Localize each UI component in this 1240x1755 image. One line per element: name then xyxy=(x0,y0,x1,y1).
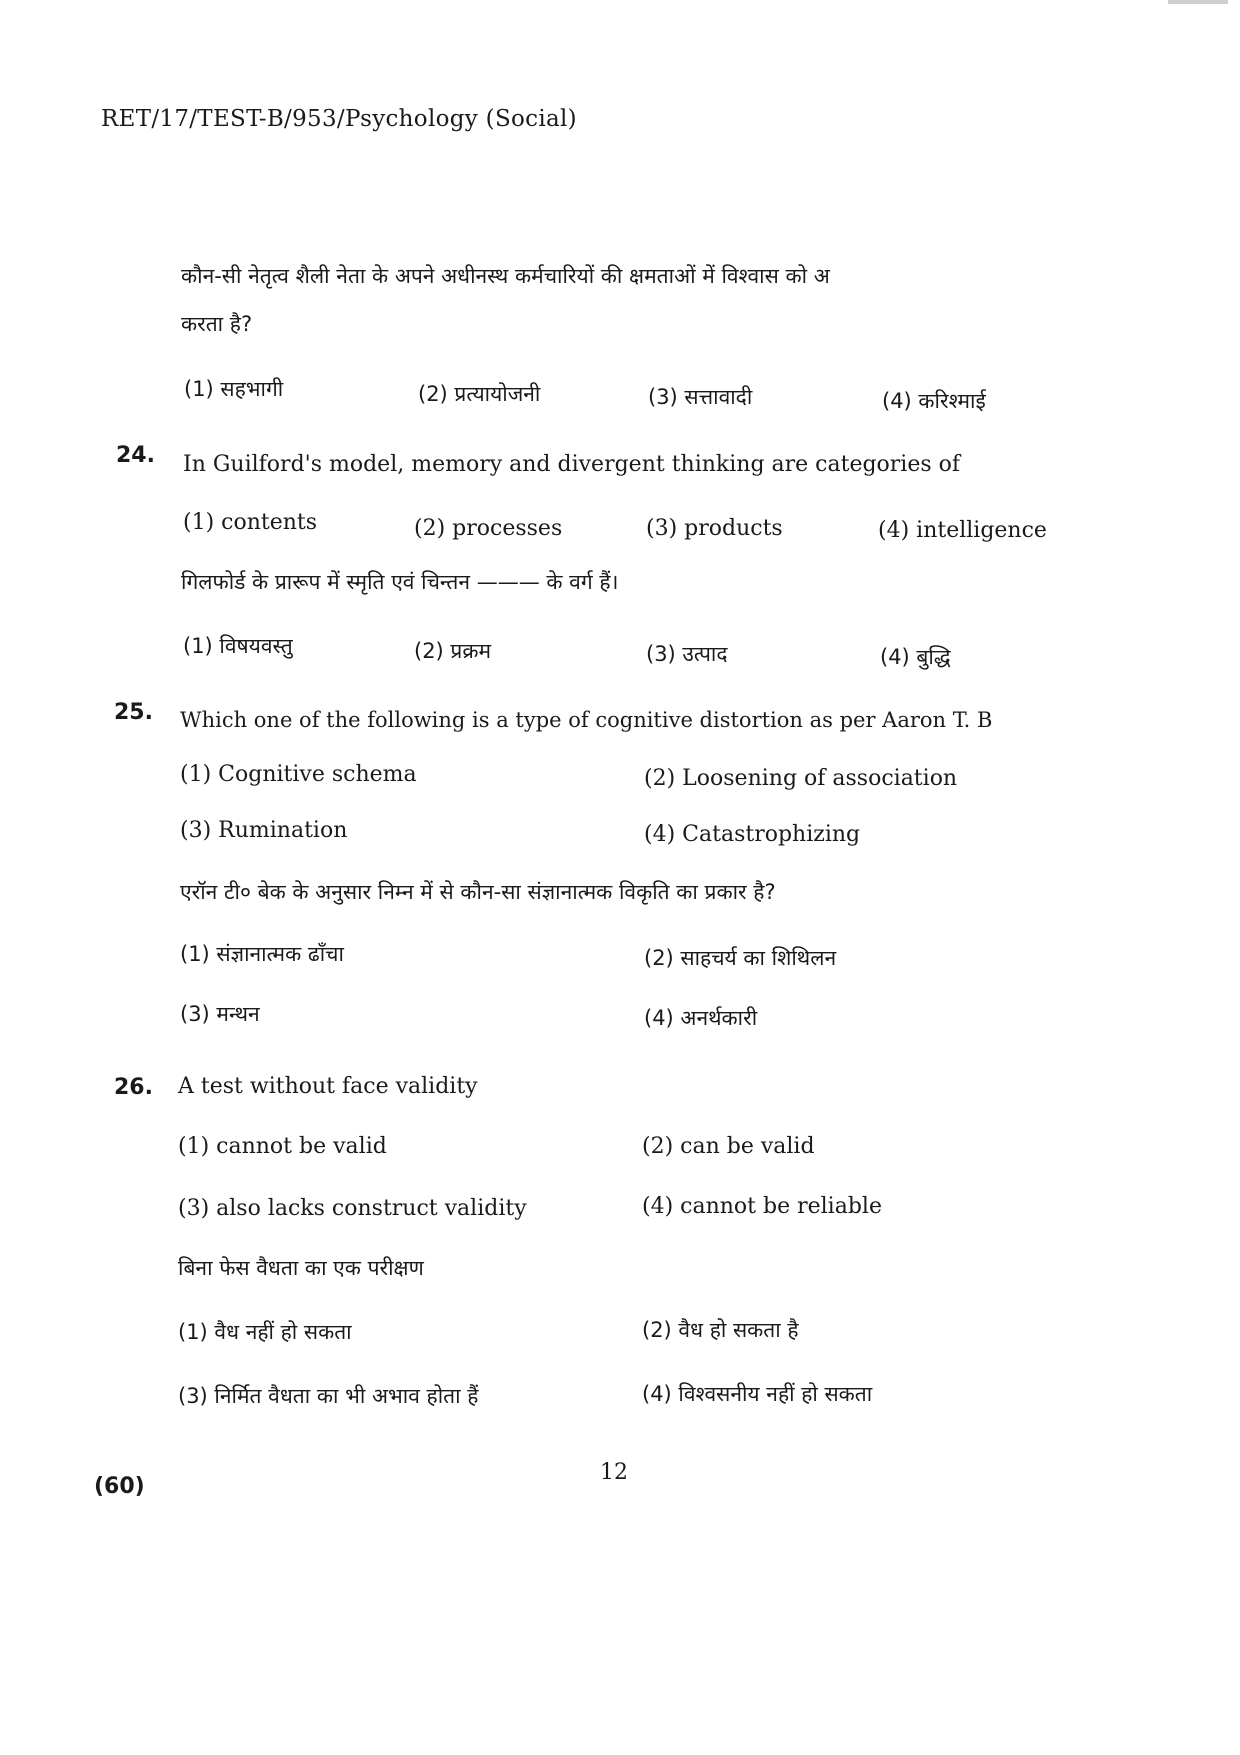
page-header: RET/17/TEST-B/953/Psychology (Social) xyxy=(101,106,577,132)
q24-hindi-option-2: (2) प्रक्रम xyxy=(414,639,492,663)
q26-option-1: (1) cannot be valid xyxy=(178,1134,387,1159)
q23-hindi-stem-line1: कौन-सी नेतृत्व शैली नेता के अपने अधीनस्थ कर्मचारियों की क्षमताओं में विश्वास को अ xyxy=(181,264,830,288)
q26-option-4: (4) cannot be reliable xyxy=(642,1194,882,1219)
q26-hindi-option-1: (1) वैध नहीं हो सकता xyxy=(178,1320,352,1344)
q25-option-3: (3) Rumination xyxy=(180,818,348,843)
q26-hindi-option-2: (2) वैध हो सकता है xyxy=(642,1318,799,1342)
q25-hindi-option-2: (2) साहचर्य का शिथिलन xyxy=(644,946,837,970)
q26-option-2: (2) can be valid xyxy=(642,1134,815,1159)
q25-hindi-option-4: (4) अनर्थकारी xyxy=(644,1006,758,1030)
q24-hindi-option-4: (4) बुद्धि xyxy=(880,645,951,669)
q23-hindi-option-2: (2) प्रत्यायोजनी xyxy=(418,382,541,406)
q23-hindi-stem-line2: करता है? xyxy=(181,312,253,336)
q25-number: 25. xyxy=(114,700,153,725)
q24-number: 24. xyxy=(116,443,155,468)
q25-option-2: (2) Loosening of association xyxy=(644,766,958,791)
q25-hindi-stem: एरॉन टी० बेक के अनुसार निम्न में से कौन-सा संज्ञानात्मक विकृति का प्रकार है? xyxy=(180,880,776,904)
q25-hindi-option-1: (1) संज्ञानात्मक ढाँचा xyxy=(180,942,344,966)
q25-hindi-option-3: (3) मन्थन xyxy=(180,1002,260,1026)
q24-hindi-option-1: (1) विषयवस्तु xyxy=(183,634,293,658)
q25-stem: Which one of the following is a type of cognitive distortion as per Aaron T. B xyxy=(180,708,993,732)
q26-number: 26. xyxy=(114,1075,153,1100)
q24-hindi-stem: गिलफोर्ड के प्रारूप में स्मृति एवं चिन्तन ——— के वर्ग हैं। xyxy=(181,570,619,594)
booklet-code: (60) xyxy=(94,1474,145,1499)
scan-edge-mark xyxy=(1168,0,1228,4)
q23-hindi-option-3: (3) सत्तावादी xyxy=(648,385,753,409)
q24-option-4: (4) intelligence xyxy=(878,518,1047,543)
q23-hindi-option-4: (4) करिश्माई xyxy=(882,389,986,413)
q24-stem: In Guilford's model, memory and divergent thinking are categories of xyxy=(183,452,961,477)
q26-hindi-option-3: (3) निर्मित वैधता का भी अभाव होता हैं xyxy=(178,1384,479,1408)
q26-stem: A test without face validity xyxy=(178,1074,478,1099)
q24-hindi-option-3: (3) उत्पाद xyxy=(646,642,728,666)
q24-option-2: (2) processes xyxy=(414,516,563,541)
q24-option-3: (3) products xyxy=(646,516,783,541)
q24-option-1: (1) contents xyxy=(183,510,318,535)
q25-option-4: (4) Catastrophizing xyxy=(644,822,861,847)
q26-hindi-option-4: (4) विश्वसनीय नहीं हो सकता xyxy=(642,1382,873,1406)
q26-hindi-stem: बिना फेस वैधता का एक परीक्षण xyxy=(178,1256,424,1280)
q25-option-1: (1) Cognitive schema xyxy=(180,762,417,787)
q26-option-3: (3) also lacks construct validity xyxy=(178,1196,527,1221)
q23-hindi-option-1: (1) सहभागी xyxy=(184,377,284,401)
page-number: 12 xyxy=(600,1460,628,1485)
